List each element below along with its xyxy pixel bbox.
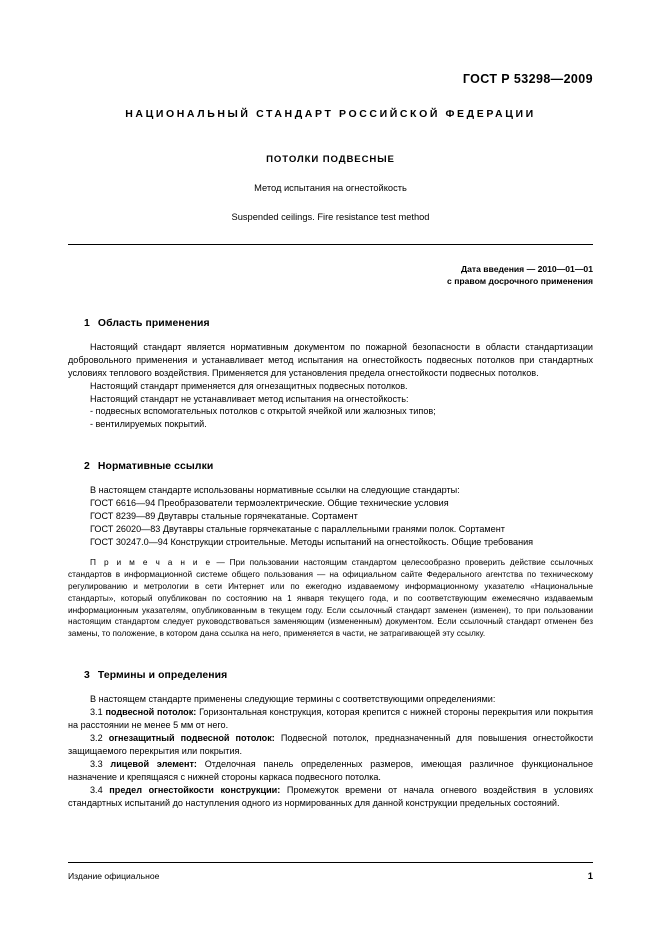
section-heading-2 — [84, 461, 593, 472]
national-standard-header: НАЦИОНАЛЬНЫЙ СТАНДАРТ РОССИЙСКОЙ ФЕДЕРАЦИИ — [125, 108, 536, 120]
introduction-date-line1: Дата введения — 2010—01—01 — [460, 264, 593, 274]
term-entry — [68, 706, 593, 732]
term-number: 3.1 — [90, 707, 103, 718]
term-entry — [68, 758, 593, 784]
term-entry — [68, 784, 593, 810]
term-entry — [68, 732, 593, 758]
term-definition: Промежуток времени от начала огневого воздействия в условиях стандартных испытаний до наступления одного из нормированных для данной конструкции предельных состояний. — [68, 784, 593, 808]
term-definition: Подвесной потолок, предназначенный для повышения огнестойкости защищаемого перекрытия или покрытия. — [68, 733, 594, 756]
edition-label: Издание официальное — [68, 871, 160, 881]
section-2-body — [68, 484, 593, 640]
standard-number: ГОСТ Р 53298—2009 — [462, 72, 593, 86]
document-title: ПОТОЛКИ ПОДВЕСНЫЕ — [266, 154, 395, 165]
section-title-2: Нормативные ссылки — [97, 461, 214, 473]
reference-item: ГОСТ 30247.0—94 Конструкции строительные. Методы испытаний на огнестойкость. Общие требования — [90, 536, 534, 547]
note-text: — При пользовании настоящим стандартом целесообразно проверить действие ссылочных стандартов в информационной системе общего пользования — на официальном сайте Федерального агентства по техническому регулированию и метрологии в сети Интернет или по ежегодно издаваемому информационному указателю «Национальные стандарты», который опубликован по состоянию на 1 января текущего года, и по соответствующим ежемесячно издаваемым информационным указателям, опубликованным в текущем году. Если ссылочный стандарт заменен (изменен), то при пользовании настоящим стандартом следует руководствоваться заменяющим (измененным) документом. Если ссылочный стандарт отменен без замены, то положение, в котором дана ссылка на него, применяется в части, не затрагивающей эту ссылку. — [68, 556, 593, 639]
section-heading-1 — [84, 318, 593, 329]
introduction-date — [68, 263, 593, 288]
section-number-1: 1 — [84, 317, 90, 329]
page-number: 1 — [587, 870, 593, 881]
header-divider — [68, 244, 593, 245]
term-number: 3.4 — [90, 784, 103, 795]
term-definition: Отделочная панель определенных размеров, имеющая различное функциональное назначение и крепящаяся с нижней стороны каркаса подвесного потолка. — [68, 758, 594, 782]
term-name: огнезащитный подвесной потолок: — [108, 733, 275, 744]
term-name: лицевой элемент: — [110, 758, 197, 769]
paragraph: - вентилируемых покрытий. — [90, 419, 207, 430]
term-name: предел огнестойкости конструкции: — [109, 784, 281, 795]
term-number: 3.2 — [90, 733, 103, 744]
reference-item: ГОСТ 6616—94 Преобразователи термоэлектрические. Общие технические условия — [90, 498, 449, 509]
footer-divider — [68, 862, 593, 863]
section-number-3: 3 — [84, 670, 90, 682]
note-block — [68, 557, 593, 641]
section-number-2: 2 — [84, 461, 90, 473]
section-heading-3 — [84, 670, 593, 681]
note-label: П р и м е ч а н и е — [90, 556, 212, 567]
section-title-1: Область применения — [97, 317, 210, 329]
footer-row — [68, 870, 593, 881]
term-number: 3.3 — [90, 758, 103, 769]
document-title-english: Suspended ceilings. Fire resistance test method — [231, 212, 430, 222]
document-subtitle: Метод испытания на огнестойкость — [254, 183, 407, 193]
page-footer — [68, 862, 593, 881]
paragraph: - подвесных вспомогательных потолков с открытой ячейкой или жалюзных типов; — [90, 406, 436, 417]
term-name: подвесной потолок: — [105, 707, 197, 718]
section-3-body — [68, 693, 593, 809]
term-definition: Горизонтальная конструкция, которая крепится с нижней стороны перекрытия или покрытия на расстоянии не менее 5 мм от него. — [68, 707, 593, 731]
paragraph: Настоящий стандарт является нормативным документом по пожарной безопасности в области стандартизации добровольного применения и устанавливает метод испытания на огнестойкость подвесных потолков при стандартных условиях теплового воздействия. Применяется для установления предела огнестойкости подвесных потолков. — [68, 341, 593, 378]
page-content — [68, 0, 593, 810]
introduction-date-line2: с правом досрочного применения — [447, 276, 593, 287]
section-1-body — [68, 341, 593, 431]
paragraph: Настоящий стандарт применяется для огнезащитных подвесных потолков. — [90, 380, 408, 391]
paragraph: В настоящем стандарте применены следующие термины с соответствующими определениями: — [90, 694, 496, 705]
paragraph: В настоящем стандарте использованы нормативные ссылки на следующие стандарты: — [90, 485, 460, 496]
paragraph: Настоящий стандарт не устанавливает метод испытания на огнестойкость: — [90, 393, 409, 404]
reference-item: ГОСТ 8239—89 Двутавры стальные горячекатаные. Сортамент — [90, 511, 358, 522]
reference-item: ГОСТ 26020—83 Двутавры стальные горячекатаные с параллельными гранями полок. Сортамент — [90, 523, 505, 534]
section-title-3: Термины и определения — [97, 670, 228, 682]
